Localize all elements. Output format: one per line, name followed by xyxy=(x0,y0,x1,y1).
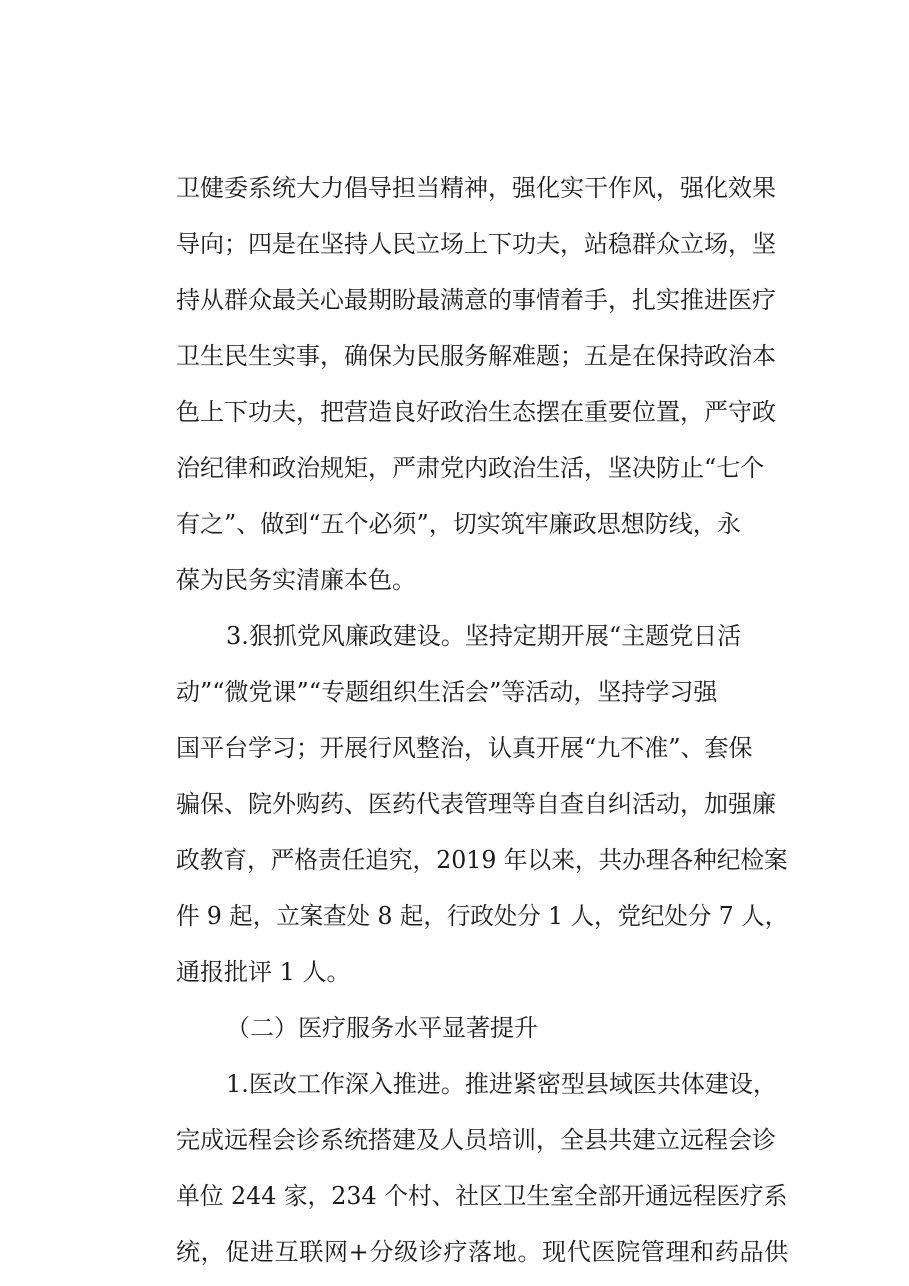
text-line xyxy=(0,1064,909,1104)
text-line xyxy=(0,840,909,880)
text-line-content: 动”“微党课”“专题组织生活会”等活动，坚持学习强 xyxy=(176,678,718,706)
text-line-content: 件 9 起，立案查处 8 起，行政处分 1 人，党纪处分 7 人， xyxy=(176,902,789,930)
text-line xyxy=(0,1176,909,1216)
text-line xyxy=(0,1120,909,1160)
text-line xyxy=(0,896,909,936)
text-line-content: 骗保、院外购药、医药代表管理等自查自纠活动，加强廉 xyxy=(176,790,776,818)
text-line-content: 完成远程会诊系统搭建及人员培训，全县共建立远程会诊 xyxy=(176,1126,776,1154)
text-line xyxy=(0,672,909,712)
text-line-content: 治纪律和政治规矩，严肃党内政治生活，坚决防止“七个 xyxy=(176,454,765,482)
text-line xyxy=(0,280,909,320)
text-line xyxy=(0,224,909,264)
text-line xyxy=(0,168,909,208)
text-line xyxy=(0,952,909,992)
text-line-content: 3.狠抓党风廉政建设。坚持定期开展“主题党日活 xyxy=(226,622,742,650)
text-line xyxy=(0,336,909,376)
section-heading-text: （二）医疗服务水平显著提升 xyxy=(226,1014,538,1042)
text-line-content: 单位 244 家，234 个村、社区卫生室全部开通远程医疗系 xyxy=(176,1182,788,1210)
text-line-content: 色上下功夫，把营造良好政治生态摆在重要位置，严守政 xyxy=(176,398,776,426)
text-line xyxy=(0,784,909,824)
text-line-content: 1.医改工作深入推进。推进紧密型县域医共体建设， xyxy=(226,1070,777,1098)
text-line-content: 通报批评 1 人。 xyxy=(176,958,351,986)
text-line-content: 持从群众最关心最期盼最满意的事情着手，扎实推进医疗 xyxy=(176,286,776,314)
text-line xyxy=(0,448,909,488)
text-line xyxy=(0,392,909,432)
text-line-content: 有之”、做到“五个必须”，切实筑牢廉政思想防线，永 xyxy=(176,510,741,538)
text-line xyxy=(0,504,909,544)
text-line-content: 卫生民生实事，确保为民服务解难题；五是在保持政治本 xyxy=(176,342,776,370)
text-line xyxy=(0,1232,909,1272)
text-line xyxy=(0,728,909,768)
text-line-content: 政教育，严格责任追究，2019 年以来，共办理各种纪检案 xyxy=(176,846,788,874)
section-heading xyxy=(0,1008,909,1048)
text-line-content: 国平台学习；开展行风整治，认真开展“九不准”、套保 xyxy=(176,734,753,762)
text-line xyxy=(0,616,909,656)
text-line xyxy=(0,560,909,600)
text-line-content: 统，促进互联网+分级诊疗落地。现代医院管理和药品供 xyxy=(176,1238,789,1266)
text-line-content: 卫健委系统大力倡导担当精神，强化实干作风，强化效果 xyxy=(176,174,776,202)
text-line-content: 导向；四是在坚持人民立场上下功夫，站稳群众立场，坚 xyxy=(176,230,776,258)
text-line-content: 葆为民务实清廉本色。 xyxy=(176,566,416,594)
